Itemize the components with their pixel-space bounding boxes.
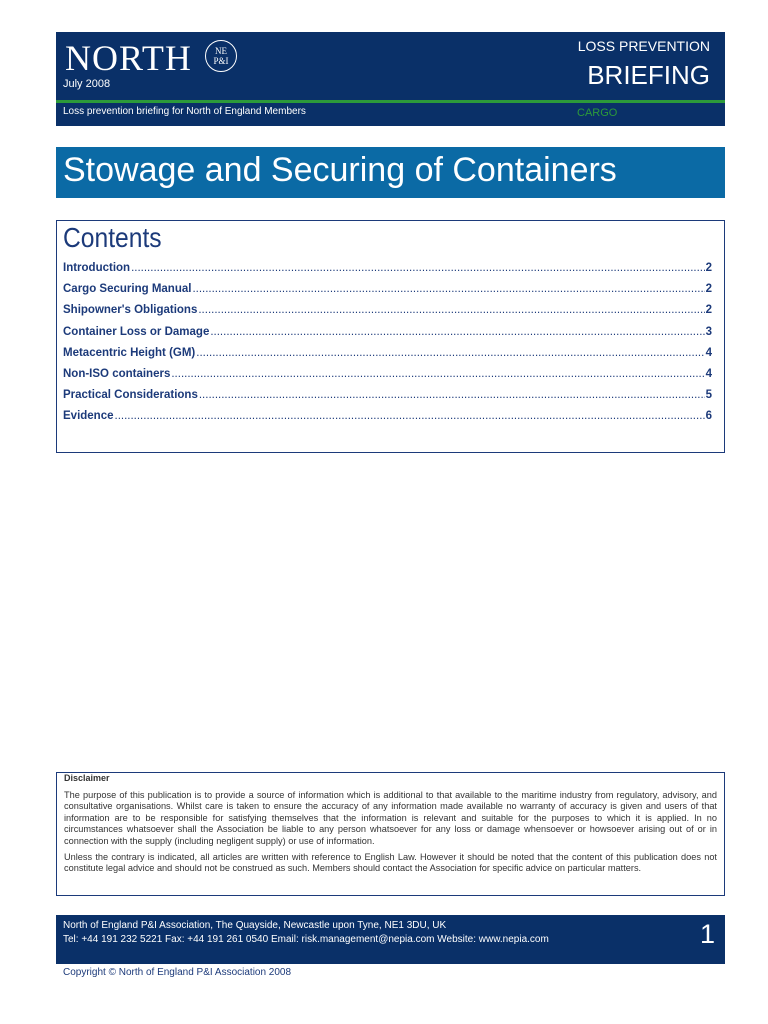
toc-item-title: Container Loss or Damage (63, 325, 210, 338)
header-banner (56, 32, 725, 126)
toc-item-title: Introduction (63, 262, 131, 274)
footer-contact: Tel: +44 191 232 5221 Fax: +44 191 261 0540 Email: risk.management@nepia.com Website: www.nepia.com (63, 934, 549, 945)
toc-list (63, 262, 712, 432)
toc-item-metacentric-height[interactable] (63, 347, 712, 368)
page-number: 1 (699, 919, 715, 949)
toc-item-practical-considerations[interactable] (63, 389, 712, 410)
footer-address: North of England P&I Association, The Quayside, Newcastle upon Tyne, NE1 3DU, UK (63, 920, 447, 931)
toc-item-title: Evidence (63, 410, 114, 423)
seal-top-text: NE (215, 46, 227, 56)
document-title: Stowage and Securing of Containers (63, 151, 617, 189)
toc-item-page: 4 (705, 367, 712, 380)
toc-item-non-iso-containers[interactable] (63, 368, 712, 389)
toc-leader (196, 347, 704, 359)
disclaimer-title: Disclaimer (64, 773, 110, 783)
toc-leader (210, 326, 704, 338)
briefing-label: BRIEFING (587, 60, 710, 90)
toc-item-title: Shipowner's Obligations (63, 304, 198, 317)
toc-item-introduction[interactable] (63, 262, 712, 283)
toc-item-page: 5 (705, 389, 712, 402)
copyright-notice: Copyright © North of England P&I Association 2008 (63, 967, 292, 978)
seal-bottom-text: P&I (213, 56, 229, 66)
toc-item-shipowners-obligations[interactable] (63, 304, 712, 325)
toc-item-page: 2 (705, 262, 712, 274)
toc-item-page: 2 (705, 283, 712, 296)
issue-date: July 2008 (63, 78, 111, 90)
toc-leader (131, 262, 705, 274)
category-label: CARGO (577, 107, 618, 119)
toc-item-page: 4 (705, 346, 712, 359)
north-logo: NORTH (65, 38, 192, 78)
toc-leader (199, 389, 705, 401)
toc-leader (115, 410, 705, 422)
nepi-seal-icon (205, 40, 237, 72)
contents-heading: Contents (63, 222, 162, 253)
toc-item-title: Non-ISO containers (63, 367, 171, 380)
disclaimer-paragraph-1: The purpose of this publication is to provide a source of information which is additional to that available to the maritime industry from regulatory, advisory, and consultative organisations. Whilst care is taken to ensure the accuracy of any information made available no warranty of accuracy is given and users of that information are to be responsible for satisfying themselves that the information is relevant and suitable for the purposes to which it is applied. In no circumstances whatsoever shall the Association be liable to any person whatsoever for any loss or damage whensoever or howsoever arising out of or in connection with the supply (including negligent supply) or use of information. (64, 790, 717, 846)
toc-item-title: Practical Considerations (63, 389, 198, 402)
title-banner (56, 147, 725, 198)
disclaimer-box (56, 772, 725, 896)
toc-leader (192, 283, 704, 295)
toc-item-cargo-securing-manual[interactable] (63, 283, 712, 304)
toc-item-title: Metacentric Height (GM) (63, 346, 196, 359)
header-divider (56, 100, 725, 103)
toc-item-page: 3 (705, 325, 712, 338)
toc-leader (171, 368, 704, 380)
contents-box (56, 220, 725, 453)
toc-item-page: 6 (705, 410, 712, 423)
header-tagline: Loss prevention briefing for North of England Members (63, 106, 306, 117)
footer-banner (56, 915, 725, 964)
toc-item-title: Cargo Securing Manual (63, 283, 192, 296)
toc-item-page: 2 (705, 304, 712, 317)
toc-leader (198, 304, 704, 316)
section-label: LOSS PREVENTION (577, 38, 710, 54)
disclaimer-paragraph-2: Unless the contrary is indicated, all articles are written with reference to English Law. However it should be noted that the content of this publication does not constitute legal advice and should not be construed as such. Members should contact the Association for specific advice on particular matters. (64, 852, 717, 874)
toc-item-container-loss[interactable] (63, 326, 712, 347)
toc-item-evidence[interactable] (63, 410, 712, 431)
